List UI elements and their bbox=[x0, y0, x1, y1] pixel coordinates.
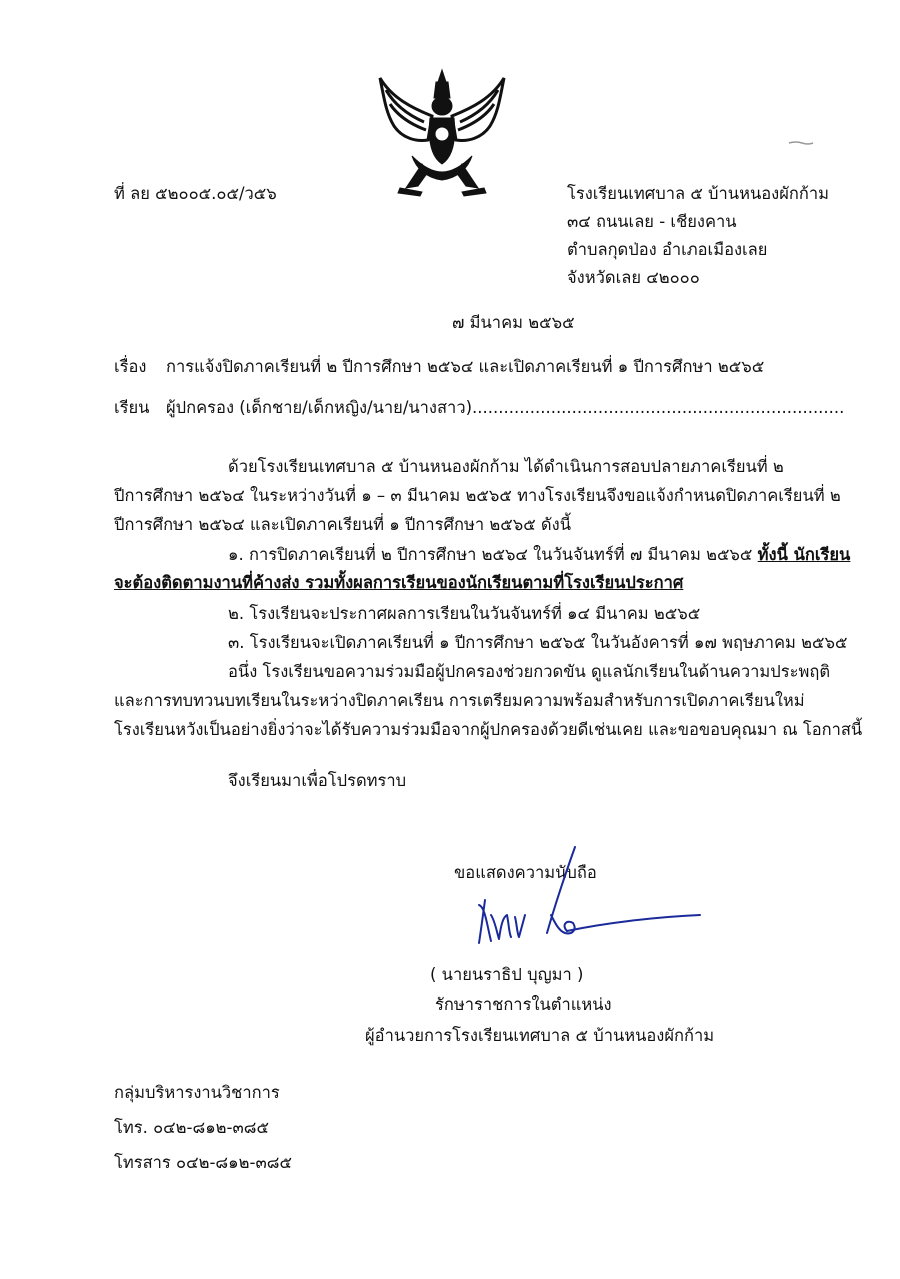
address-line: ๓๔ ถนนเลย - เชียงคาน bbox=[567, 212, 737, 231]
body-line: ปีการศึกษา ๒๕๖๔ ในระหว่างวันที่ ๑ – ๓ มีนาคม ๒๕๖๕ ทางโรงเรียนจึงขอแจ้งกำหนดปิดภาคเรียนที่ ๒ bbox=[114, 486, 841, 505]
salutation-text: ผู้ปกครอง (เด็กชาย/เด็กหญิง/นาย/นางสาว)....................................................................... bbox=[166, 398, 845, 417]
signer-position: ผู้อำนวยการโรงเรียนเทศบาล ๕ บ้านหนองผักก้าม bbox=[365, 1026, 715, 1045]
handwritten-signature bbox=[455, 845, 705, 955]
letter-date: ๗ มีนาคม ๒๕๖๕ bbox=[452, 313, 575, 332]
list-item-1-text: ๑. การปิดภาคเรียนที่ ๒ ปีการศึกษา ๒๕๖๔ ในวันจันทร์ที่ ๗ มีนาคม ๒๕๖๕ bbox=[228, 545, 753, 564]
subject-text: การแจ้งปิดภาคเรียนที่ ๒ ปีการศึกษา ๒๕๖๔ และเปิดภาคเรียนที่ ๑ ปีการศึกษา ๒๕๖๕ bbox=[166, 357, 765, 376]
address-line: ตำบลกุดป่อง อำเภอเมืองเลย bbox=[567, 240, 768, 259]
salutation-label: เรียน bbox=[114, 398, 150, 417]
footer-phone: โทร. ๐๔๒-๘๑๒-๓๘๕ bbox=[114, 1118, 270, 1137]
body-line: โรงเรียนหวังเป็นอย่างยิ่งว่าจะได้รับความร่วมมือจากผู้ปกครองด้วยดีเช่นเคย และขอขอบคุณมา ณ โอกาสนี้ bbox=[114, 720, 863, 739]
signer-name: ( นายนราธิป บุญมา ) bbox=[430, 965, 584, 984]
subject-label: เรื่อง bbox=[114, 357, 147, 376]
body-line: ปีการศึกษา ๒๕๖๔ และเปิดภาคเรียนที่ ๑ ปีการศึกษา ๒๕๖๕ ดังนี้ bbox=[114, 515, 571, 534]
body-line: และการทบทวนบทเรียนในระหว่างปิดภาคเรียน การเตรียมความพร้อมสำหรับการเปิดภาคเรียนใหม่ bbox=[114, 691, 805, 710]
address-line: จังหวัดเลย ๔๒๐๐๐ bbox=[567, 268, 700, 287]
list-item-1-emphasis: ทั้งนี้ นักเรียน bbox=[757, 545, 851, 564]
body-line: ด้วยโรงเรียนเทศบาล ๕ บ้านหนองผักก้าม ได้ดำเนินการสอบปลายภาคเรียนที่ ๒ bbox=[228, 457, 784, 476]
reference-number: ที่ ลย ๕๒๐๐๕.๐๕/ว๕๖ bbox=[114, 184, 277, 203]
scan-mark bbox=[788, 140, 814, 146]
signer-position: รักษาราชการในตำแหน่ง bbox=[435, 995, 612, 1014]
list-item-1 bbox=[228, 544, 850, 566]
list-item-3: ๓. โรงเรียนจะเปิดภาคเรียนที่ ๑ ปีการศึกษา ๒๕๖๕ ในวันอังคารที่ ๑๗ พฤษภาคม ๒๕๖๕ bbox=[228, 633, 848, 652]
address-line: โรงเรียนเทศบาล ๕ บ้านหนองผักก้าม bbox=[567, 184, 829, 203]
body-line: อนึ่ง โรงเรียนขอความร่วมมือผู้ปกครองช่วยกวดขัน ดูแลนักเรียนในด้านความประพฤติ bbox=[228, 662, 831, 681]
regards-text: ขอแสดงความนับถือ bbox=[454, 863, 597, 882]
garuda-emblem-icon bbox=[372, 68, 512, 198]
list-item-2: ๒. โรงเรียนจะประกาศผลการเรียนในวันจันทร์ที่ ๑๔ มีนาคม ๒๕๖๕ bbox=[228, 604, 701, 623]
footer-fax: โทรสาร ๐๔๒-๘๑๒-๓๘๕ bbox=[114, 1153, 292, 1172]
list-item-1-emphasis-line2: จะต้องติดตามงานที่ค้างส่ง รวมทั้งผลการเรียนของนักเรียนตามที่โรงเรียนประกาศ bbox=[114, 573, 684, 592]
sign-off: จึงเรียนมาเพื่อโปรดทราบ bbox=[228, 771, 407, 790]
footer-department: กลุ่มบริหารงานวิชาการ bbox=[114, 1083, 280, 1102]
